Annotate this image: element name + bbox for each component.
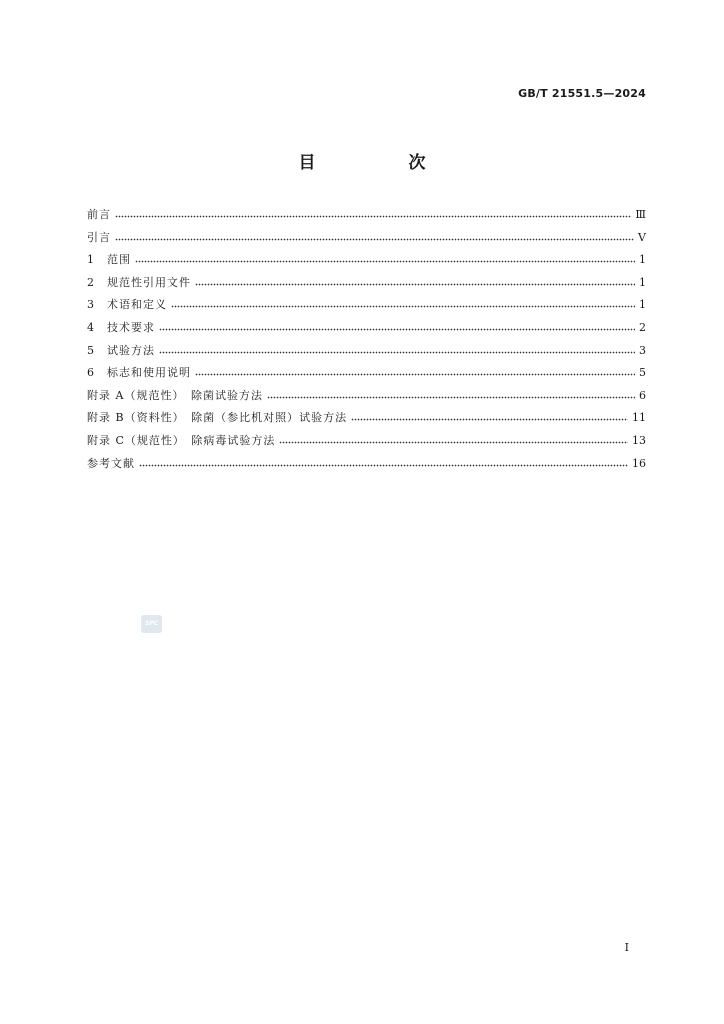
toc-entry-label: 附录 B（资料性） 除菌（参比机对照）试验方法 <box>87 411 348 425</box>
toc-entry-page: 13 <box>632 433 646 447</box>
dot-leader <box>159 320 635 332</box>
toc-entry-page: 16 <box>632 456 646 470</box>
toc-entry-label: 5 试验方法 <box>87 343 155 357</box>
toc-entry-page: Ⅲ <box>635 208 646 221</box>
toc-entry-page: 1 <box>639 253 646 267</box>
toc-entry-introduction[interactable] <box>87 229 646 252</box>
dot-leader <box>267 388 635 400</box>
dot-leader <box>279 433 628 445</box>
toc-entry-label: 2 规范性引用文件 <box>87 275 191 289</box>
table-of-contents <box>87 206 646 477</box>
dot-leader <box>351 410 628 422</box>
toc-entry-marking-instructions[interactable] <box>87 364 646 387</box>
dot-leader <box>195 365 635 377</box>
toc-entry-label: 附录 C（规范性） 除病毒试验方法 <box>87 433 276 447</box>
toc-entry-label: 3 术语和定义 <box>87 298 167 312</box>
dot-leader <box>115 207 631 219</box>
toc-entry-page: 5 <box>639 366 646 380</box>
toc-entry-annex-c[interactable] <box>87 432 646 455</box>
page-number: I <box>624 941 629 954</box>
toc-entry-page: 1 <box>639 298 646 312</box>
toc-entry-annex-b[interactable] <box>87 409 646 432</box>
toc-entry-normative-references[interactable] <box>87 274 646 297</box>
toc-entry-scope[interactable] <box>87 251 646 274</box>
dot-leader <box>159 343 635 355</box>
dot-leader <box>195 275 635 287</box>
standard-number: GB/T 21551.5—2024 <box>518 87 646 100</box>
toc-entry-annex-a[interactable] <box>87 387 646 410</box>
toc-entry-page: 2 <box>639 320 646 334</box>
dot-leader <box>115 230 634 242</box>
toc-entry-page: 11 <box>632 411 646 425</box>
toc-entry-technical-requirements[interactable] <box>87 319 646 342</box>
toc-entry-label: 前言 <box>87 208 111 221</box>
toc-entry-label: 6 标志和使用说明 <box>87 366 191 380</box>
toc-entry-bibliography[interactable] <box>87 455 646 478</box>
toc-entry-foreword[interactable] <box>87 206 646 229</box>
toc-entry-page: 6 <box>639 388 646 402</box>
page-title: 目 次 <box>298 153 464 173</box>
toc-entry-terms-definitions[interactable] <box>87 296 646 319</box>
toc-entry-label: 4 技术要求 <box>87 320 155 334</box>
dot-leader <box>135 252 635 264</box>
toc-entry-label: 附录 A（规范性） 除菌试验方法 <box>87 388 263 402</box>
toc-entry-page: 3 <box>639 343 646 357</box>
dot-leader <box>139 456 628 468</box>
toc-entry-page: 1 <box>639 275 646 289</box>
toc-entry-label: 引言 <box>87 230 111 244</box>
dot-leader <box>171 297 635 309</box>
toc-entry-page: Ⅴ <box>638 230 646 244</box>
publisher-logo-icon: SPC <box>141 615 162 633</box>
toc-entry-test-methods[interactable] <box>87 342 646 365</box>
toc-entry-label: 参考文献 <box>87 456 135 470</box>
toc-entry-label: 1 范围 <box>87 253 131 267</box>
